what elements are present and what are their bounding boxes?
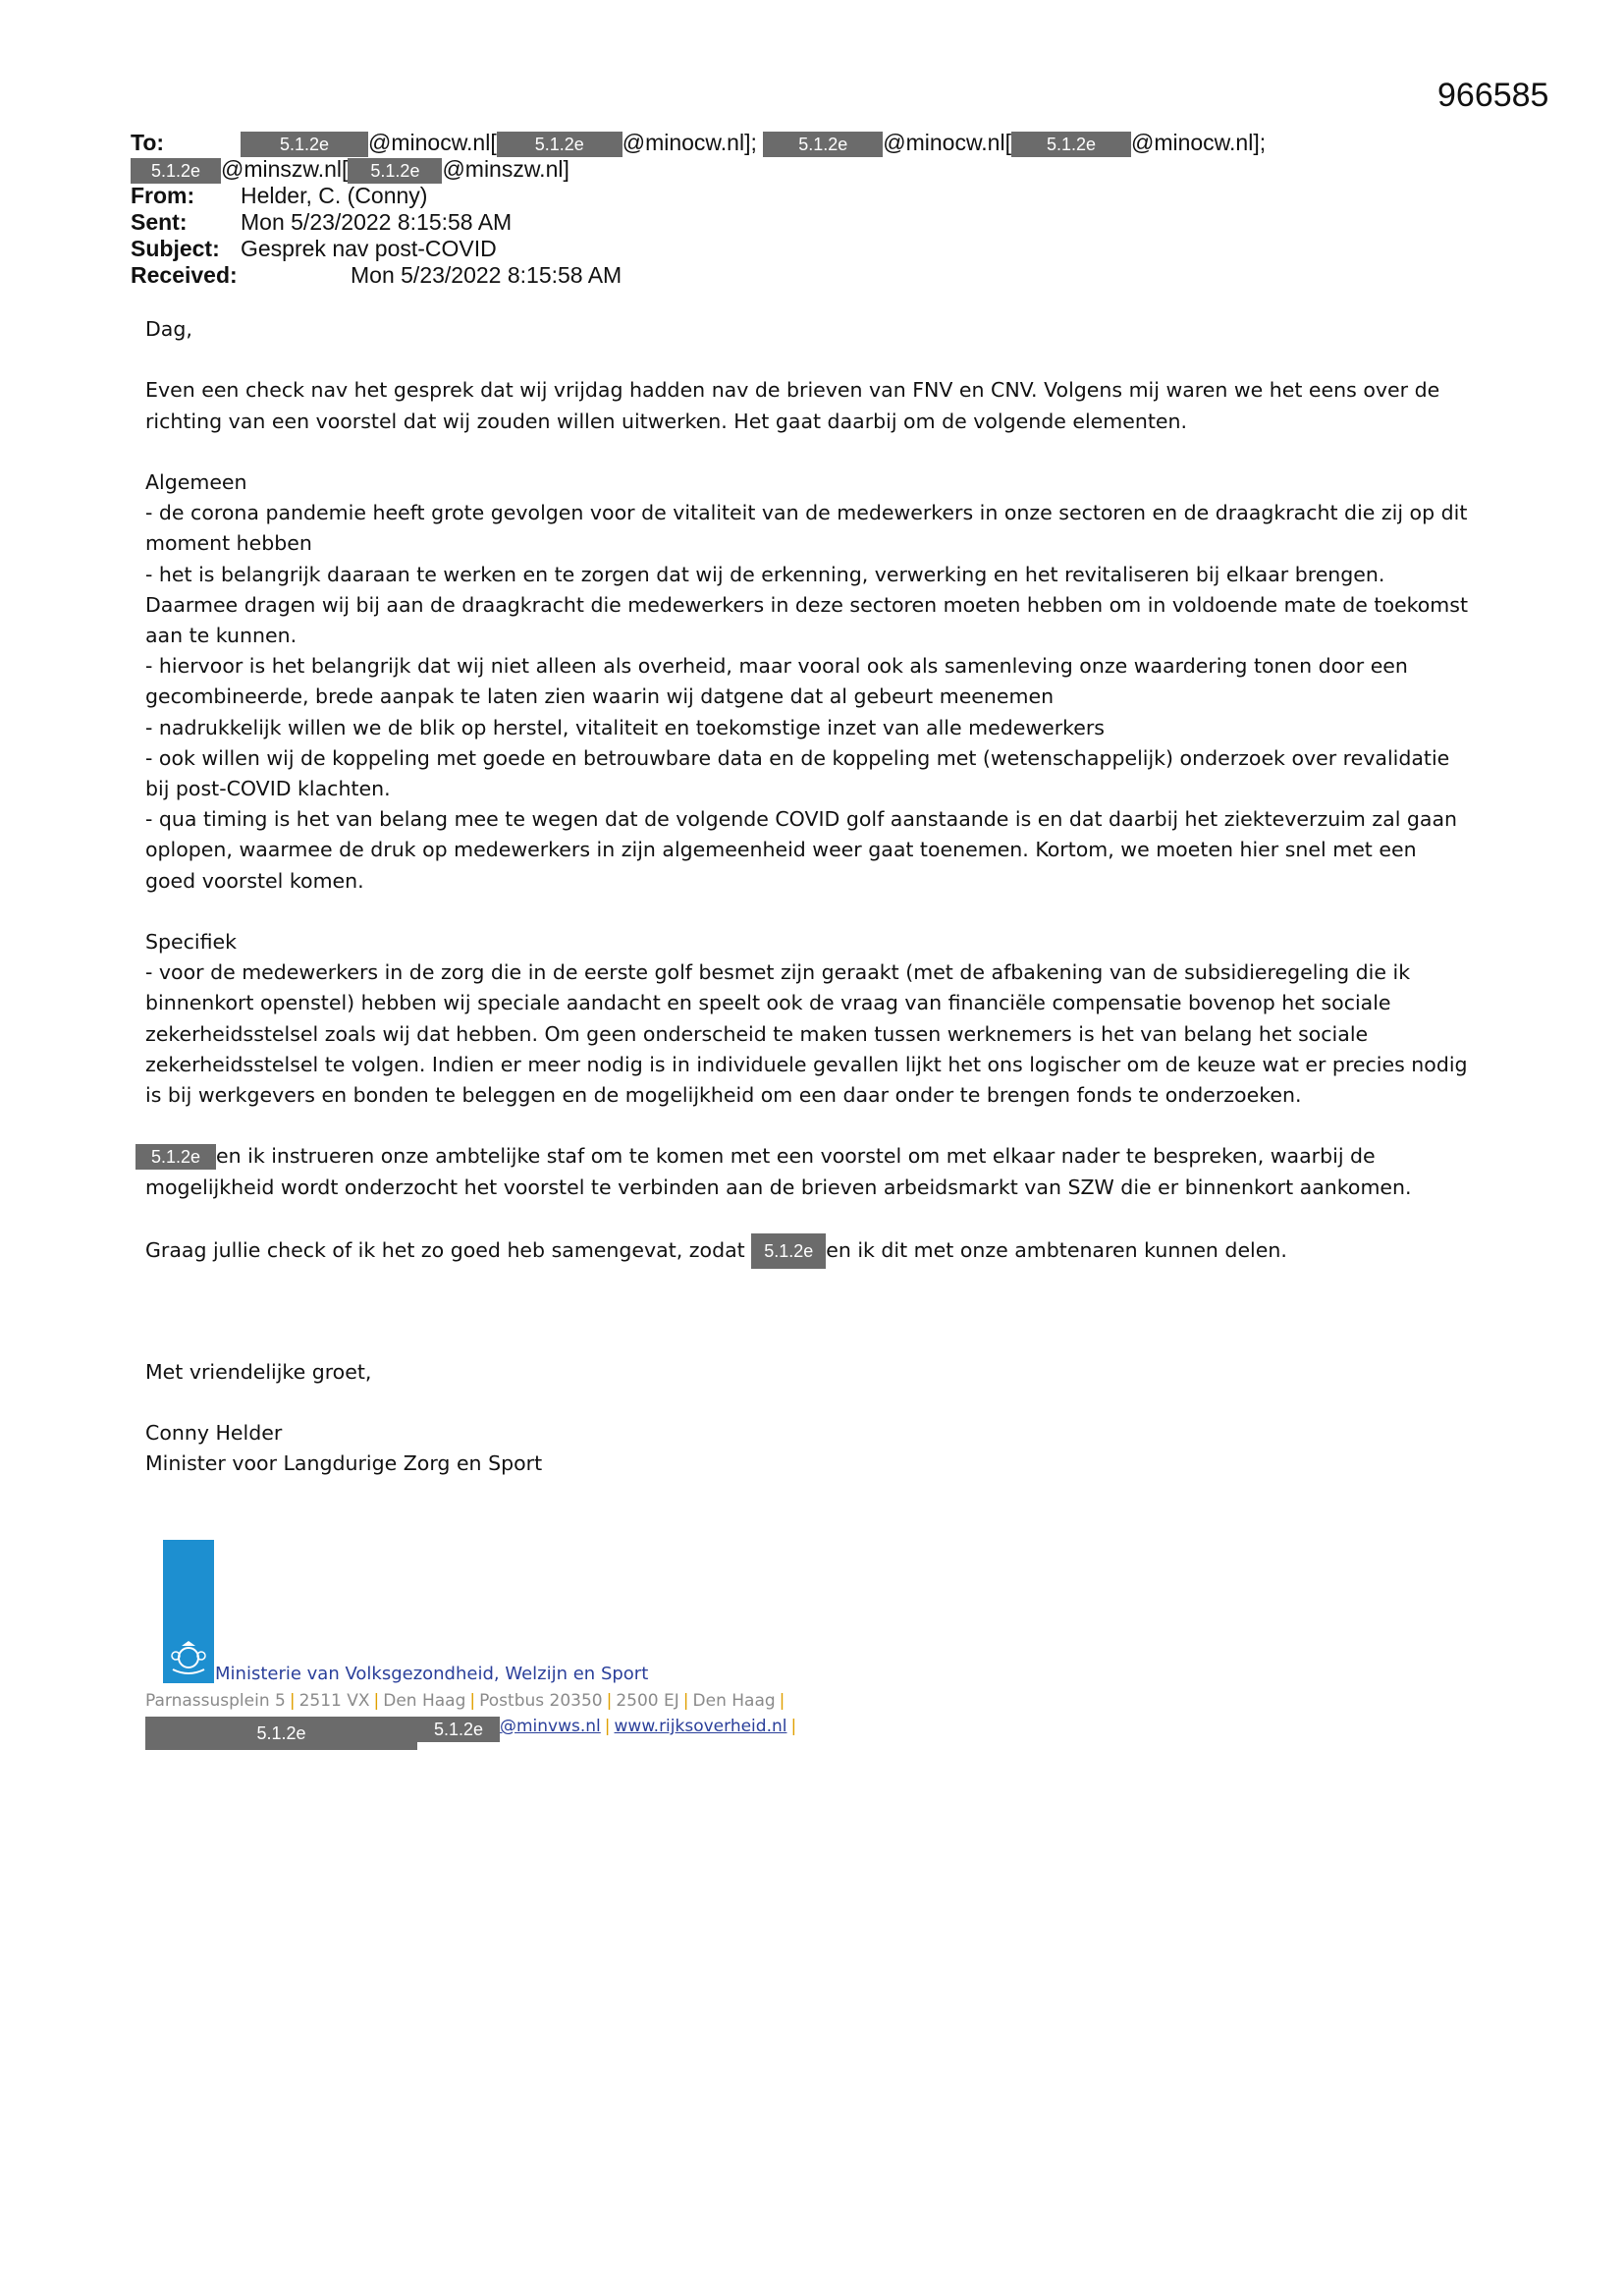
email-body bbox=[145, 314, 1510, 1269]
body-line: is bij werkgevers en bonden te beleggen en de mogelijkheid om een daar onder te brengen fonds te onderzoeken. bbox=[145, 1083, 1302, 1108]
address-part: Den Haag bbox=[692, 1691, 776, 1711]
subject-value: Gesprek nav post-COVID bbox=[241, 236, 497, 261]
body-line: moment hebben bbox=[145, 531, 312, 556]
to-address: @minszw.nl] bbox=[442, 156, 569, 182]
redaction-box: 5.1.2e bbox=[1011, 132, 1131, 157]
body-line: bij post-COVID klachten. bbox=[145, 777, 391, 801]
from-value: Helder, C. (Conny) bbox=[241, 183, 428, 208]
sent-line bbox=[131, 209, 512, 236]
redaction-box: 5.1.2e bbox=[417, 1717, 500, 1742]
instruct-text: en ik instrueren onze ambtelijke staf om te komen met een voorstel om met elkaar nader te bespreken, waarbij de bbox=[216, 1144, 1376, 1169]
ministry-name: Ministerie van Volksgezondheid, Welzijn en Sport bbox=[215, 1664, 649, 1684]
redaction-box: 5.1.2e bbox=[751, 1233, 826, 1269]
address-part: Parnassusplein 5 bbox=[145, 1691, 286, 1711]
closing: Met vriendelijke groet, bbox=[145, 1360, 372, 1384]
address-part: Den Haag bbox=[383, 1691, 466, 1711]
sent-label: Sent: bbox=[131, 209, 188, 235]
to-address: @minszw.nl[ bbox=[221, 156, 349, 182]
from-label: From: bbox=[131, 183, 195, 208]
received-label: Received: bbox=[131, 262, 238, 288]
email-link[interactable]: @minvws.nl bbox=[500, 1717, 601, 1736]
body-line: zekerheidsstelsel te volgen. Indien er meer nodig is in individuele gevallen lijkt het ons logischer om de keuze wat er precies nodig bbox=[145, 1052, 1468, 1076]
body-line: goed voorstel komen. bbox=[145, 868, 364, 893]
to-address: @minocw.nl]; bbox=[622, 130, 764, 155]
signature-name: Conny Helder bbox=[145, 1421, 283, 1445]
address-part: 2511 VX bbox=[298, 1691, 370, 1711]
intro-line: richting van een voorstel dat wij zouden willen uitwerken. Het gaat daarbij om de volgende elementen. bbox=[145, 409, 1187, 433]
body-line: oplopen, waarmee de druk op medewerkers in zijn algemeenheid weer gaat toenemen. Kortom, we moeten hier snel met een bbox=[145, 838, 1417, 862]
to-line-2 bbox=[131, 156, 569, 184]
address-part: 2500 EJ bbox=[616, 1691, 679, 1711]
coat-of-arms-icon bbox=[167, 1638, 210, 1677]
redaction-box: 5.1.2e bbox=[241, 132, 368, 157]
body-line: - het is belangrijk daaraan te werken en te zorgen dat wij de erkenning, verwerking en het revitaliseren bij elkaar brengen. bbox=[145, 562, 1385, 586]
ministry-address: Parnassusplein 5 | 2511 VX | Den Haag | Postbus 20350 | 2500 EJ | Den Haag | bbox=[145, 1691, 785, 1711]
redaction-box: 5.1.2e bbox=[145, 1717, 417, 1750]
to-address: @minocw.nl[ bbox=[883, 130, 1011, 155]
to-label: To: bbox=[131, 130, 165, 155]
body-line: - nadrukkelijk willen we de blik op herstel, vitaliteit en toekomstige inzet van alle medewerkers bbox=[145, 715, 1105, 739]
intro-line: Even een check nav het gesprek dat wij vrijdag hadden nav de brieven van FNV en CNV. Volgens mij waren we het eens over de bbox=[145, 378, 1440, 403]
document-number: 966585 bbox=[1437, 77, 1549, 114]
from-line bbox=[131, 183, 427, 209]
redaction-box: 5.1.2e bbox=[135, 1144, 216, 1170]
body-line: - voor de medewerkers in de zorg die in de eerste golf besmet zijn geraakt (met de afbakening van de subsidieregeling die ik bbox=[145, 960, 1411, 985]
body-line: - hiervoor is het belangrijk dat wij niet alleen als overheid, maar vooral ook als samenleving onze waardering tonen door een bbox=[145, 654, 1408, 679]
received-line bbox=[131, 262, 622, 289]
body-line: - ook willen wij de koppeling met goede en betrouwbare data en de koppeling met (wetenschappelijk) onderzoek over revalidatie bbox=[145, 745, 1450, 770]
body-line: - qua timing is het van belang mee te wegen dat de volgende COVID golf aanstaande is en dat daarbij het ziekteverzuim zal gaan bbox=[145, 807, 1458, 832]
redaction-box: 5.1.2e bbox=[763, 132, 883, 157]
redaction-box: 5.1.2e bbox=[348, 158, 442, 184]
body-line: gecombineerde, brede aanpak te laten zien waarin wij datgene dat al gebeurt meenemen bbox=[145, 684, 1055, 709]
body-line: - de corona pandemie heeft grote gevolgen voor de vitaliteit van de medewerkers in onze sectoren en de draagkracht die zij op dit bbox=[145, 501, 1468, 525]
body-line: aan te kunnen. bbox=[145, 624, 298, 647]
address-part: Postbus 20350 bbox=[479, 1691, 603, 1711]
check-text: en ik dit met onze ambtenaren kunnen delen. bbox=[826, 1238, 1287, 1263]
check-line bbox=[145, 1233, 1510, 1269]
check-text: Graag jullie check of ik het zo goed heb samengevat, zodat bbox=[145, 1238, 752, 1263]
to-line-1 bbox=[131, 130, 1266, 157]
received-value: Mon 5/23/2022 8:15:58 AM bbox=[351, 262, 623, 288]
subject-line bbox=[131, 236, 497, 262]
signature-title: Minister voor Langdurige Zorg en Sport bbox=[145, 1451, 543, 1475]
to-address: @minocw.nl]; bbox=[1130, 130, 1267, 155]
body-line: binnenkort openstel) hebben wij speciale aandacht en speelt ook de vraag van financiële compensatie bovenop het sociale bbox=[145, 991, 1391, 1015]
section-heading-general: Algemeen bbox=[145, 469, 247, 494]
body-line: Daarmee dragen wij bij aan de draagkracht die medewerkers in deze sectoren moeten hebben om in voldoende mate de toekomst bbox=[145, 592, 1468, 617]
instruct-line bbox=[145, 1141, 1510, 1172]
subject-label: Subject: bbox=[131, 236, 220, 261]
website-link[interactable]: www.rijksoverheid.nl bbox=[614, 1717, 787, 1736]
section-heading-specific: Specifiek bbox=[145, 930, 238, 955]
to-address: @minocw.nl[ bbox=[368, 130, 497, 155]
redaction-box: 5.1.2e bbox=[131, 158, 221, 184]
greeting: Dag, bbox=[145, 317, 192, 341]
contact-row: 5.1.2e 5.1.2e @minvws.nl | www.rijksoverheid.nl | bbox=[145, 1717, 800, 1750]
redaction-box: 5.1.2e bbox=[497, 132, 623, 157]
body-line: zekerheidsstelsel zoals wij dat hebben. Om geen onderscheid te maken tussen werknemers is het van belang het sociale bbox=[145, 1021, 1369, 1046]
instruct-line: mogelijkheid wordt onderzocht het voorstel te verbinden aan de brieven arbeidsmarkt van SZW die er binnenkort aankomen. bbox=[145, 1175, 1412, 1199]
sent-value: Mon 5/23/2022 8:15:58 AM bbox=[241, 209, 513, 235]
